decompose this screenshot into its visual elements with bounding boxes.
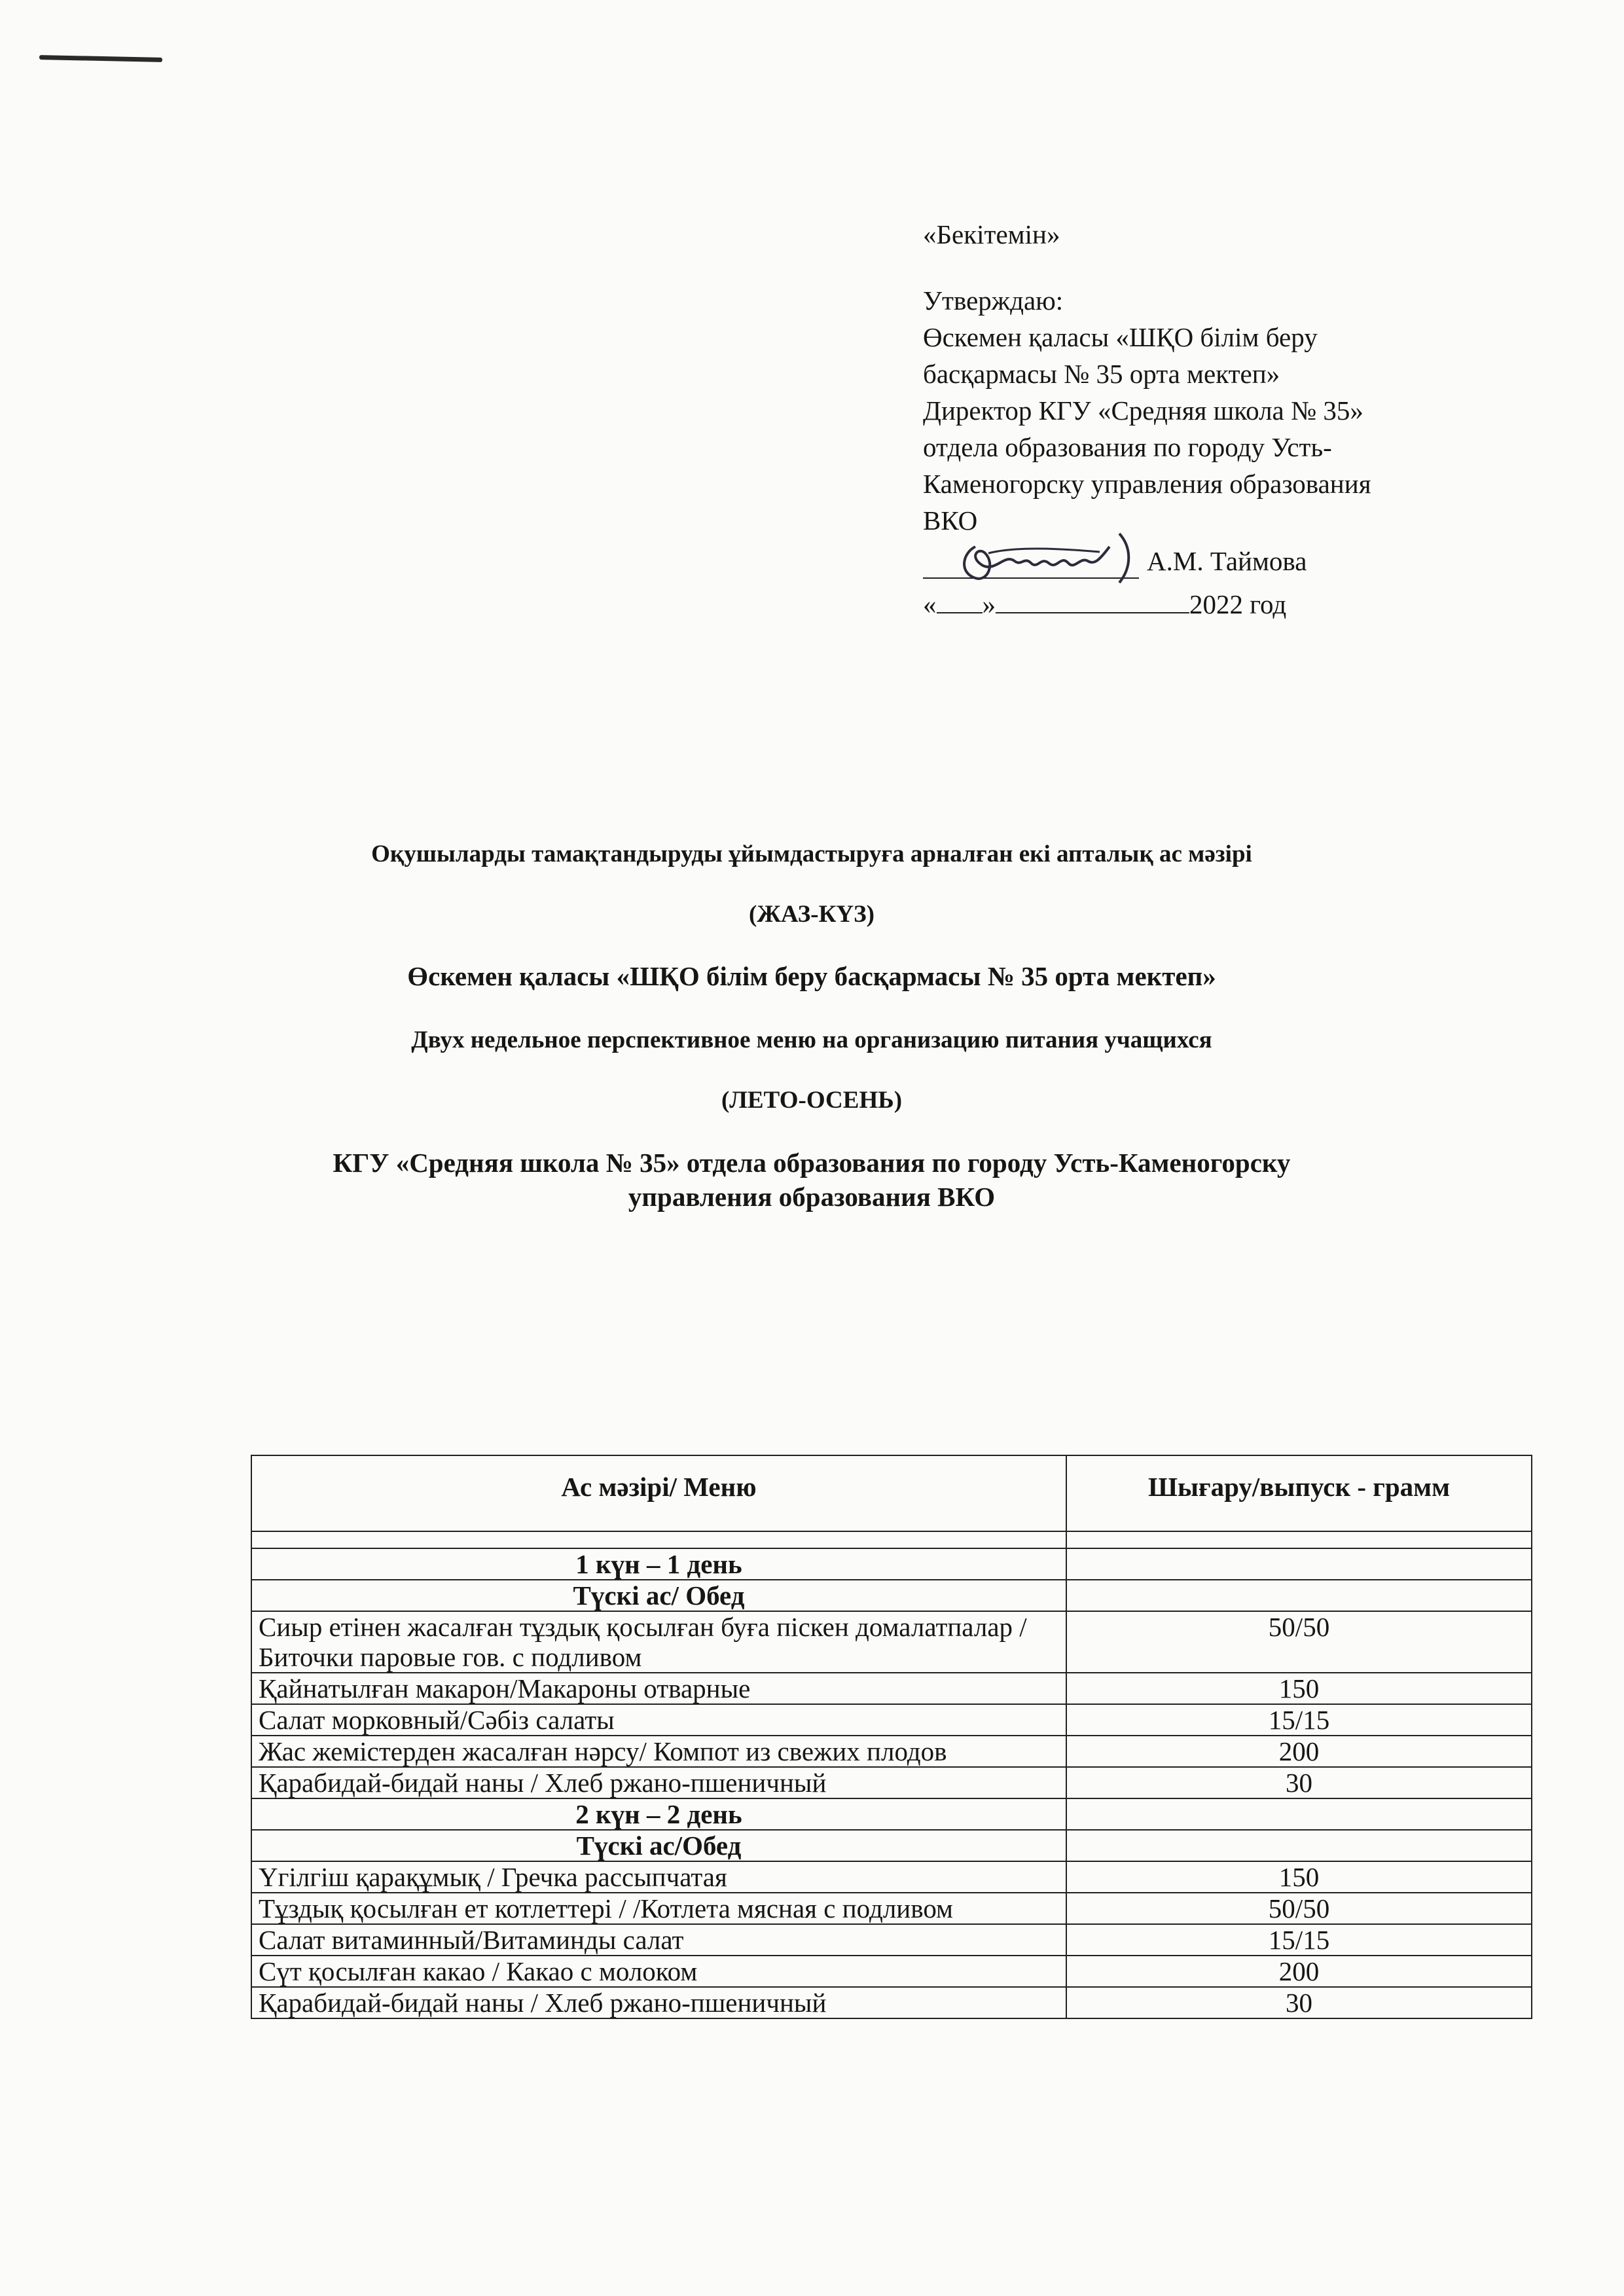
dish-output: 15/15 (1066, 1704, 1532, 1736)
dish-name: Салат морковный/Сәбіз салаты (251, 1704, 1066, 1736)
table-row (251, 1924, 1532, 1956)
date-quote-open: « (923, 589, 937, 619)
menu-table (251, 1455, 1532, 2019)
signer-name: А.М. Таймова (1147, 546, 1307, 576)
table-row-section (251, 1798, 1532, 1830)
day-label: 2 күн – 2 день (251, 1798, 1066, 1830)
table-row-section (251, 1830, 1532, 1861)
approval-line: Өскемен қаласы «ШҚО білім беру (923, 322, 1318, 352)
document-titles (196, 838, 1427, 1214)
dish-output: 50/50 (1066, 1611, 1532, 1673)
scan-mark (39, 55, 162, 62)
dish-output: 150 (1066, 1673, 1532, 1704)
header-output: Шығару/выпуск - грамм (1066, 1455, 1532, 1531)
dish-name: Қарабидай-бидай наны / Хлеб ржано-пшеничный (251, 1987, 1066, 2018)
title-kz: Оқушыларды тамақтандыруды ұйымдастыруға арналған екі апталық ас мәзірі (371, 841, 1252, 867)
table-row (251, 1673, 1532, 1704)
dish-output: 150 (1066, 1861, 1532, 1893)
signature-mark (923, 527, 1146, 592)
output-cell (1066, 1548, 1532, 1580)
approval-line: ВКО (923, 505, 978, 536)
dish-output: 30 (1066, 1767, 1532, 1798)
signature-row (923, 539, 1551, 586)
dish-output: 200 (1066, 1736, 1532, 1767)
output-cell (1066, 1580, 1532, 1611)
dish-name: Тұздық қосылған ет котлеттері / /Котлета мясная с подливом (251, 1893, 1066, 1924)
school-kz: Өскемен қаласы «ШҚО білім беру басқармасы № 35 орта мектеп» (407, 961, 1216, 991)
dish-output: 200 (1066, 1956, 1532, 1987)
dish-name: Салат витаминный/Витаминды салат (251, 1924, 1066, 1956)
header-menu: Ас мәзірі/ Меню (251, 1455, 1066, 1531)
meal-label: Түскі ас/ Обед (251, 1580, 1066, 1611)
date-quote-close: » (982, 589, 996, 619)
dish-name: Қайнатылған макарон/Макароны отварные (251, 1673, 1066, 1704)
table-row (251, 1704, 1532, 1736)
dish-output: 30 (1066, 1987, 1532, 2018)
meal-label: Түскі ас/Обед (251, 1830, 1066, 1861)
dish-output: 15/15 (1066, 1924, 1532, 1956)
output-cell (1066, 1830, 1532, 1861)
dish-name: Қарабидай-бидай наны / Хлеб ржано-пшеничный (251, 1767, 1066, 1798)
dish-name: Сиыр етінен жасалған тұздық қосылған буға піскен домалатпалар / Биточки паровые гов. с подливом (251, 1611, 1066, 1673)
table-row (251, 1987, 1532, 2018)
table-row (251, 1893, 1532, 1924)
table-row (251, 1736, 1532, 1767)
table-spacer-row (251, 1531, 1532, 1548)
season-kz: (ЖАЗ-КҮЗ) (749, 901, 875, 928)
dish-output: 50/50 (1066, 1893, 1532, 1924)
table-row (251, 1767, 1532, 1798)
approval-line: басқармасы № 35 орта мектеп» (923, 359, 1280, 389)
approval-line: Утверждаю: (923, 285, 1064, 316)
approval-line: отдела образования по городу Усть- (923, 432, 1332, 462)
dish-name: Үгілгіш қарақұмық / Гречка рассыпчатая (251, 1861, 1066, 1893)
table-row (251, 1861, 1532, 1893)
approval-block (923, 216, 1551, 623)
output-cell (1066, 1798, 1532, 1830)
date-year: 2022 год (1189, 589, 1287, 619)
approval-line: Каменогорску управления образования (923, 469, 1371, 499)
dish-name: Сүт қосылған какао / Какао с молоком (251, 1956, 1066, 1987)
day-label: 1 күн – 1 день (251, 1548, 1066, 1580)
title-ru: Двух недельное перспективное меню на организацию питания учащихся (411, 1027, 1212, 1053)
table-header-row (251, 1455, 1532, 1531)
table-row-section (251, 1580, 1532, 1611)
table-row (251, 1956, 1532, 1987)
school-ru: КГУ «Средняя школа № 35» отдела образования по городу Усть-Каменогорску управления образования ВКО (333, 1148, 1291, 1212)
dish-name: Жас жемістерден жасалған нәрсу/ Компот из свежих плодов (251, 1736, 1066, 1767)
season-ru: (ЛЕТО-ОСЕНЬ) (721, 1087, 903, 1114)
approval-heading: «Бекітемін» (923, 219, 1060, 249)
table-row (251, 1611, 1532, 1673)
table-row-section (251, 1548, 1532, 1580)
approval-line: Директор КГУ «Средняя школа № 35» (923, 395, 1363, 426)
